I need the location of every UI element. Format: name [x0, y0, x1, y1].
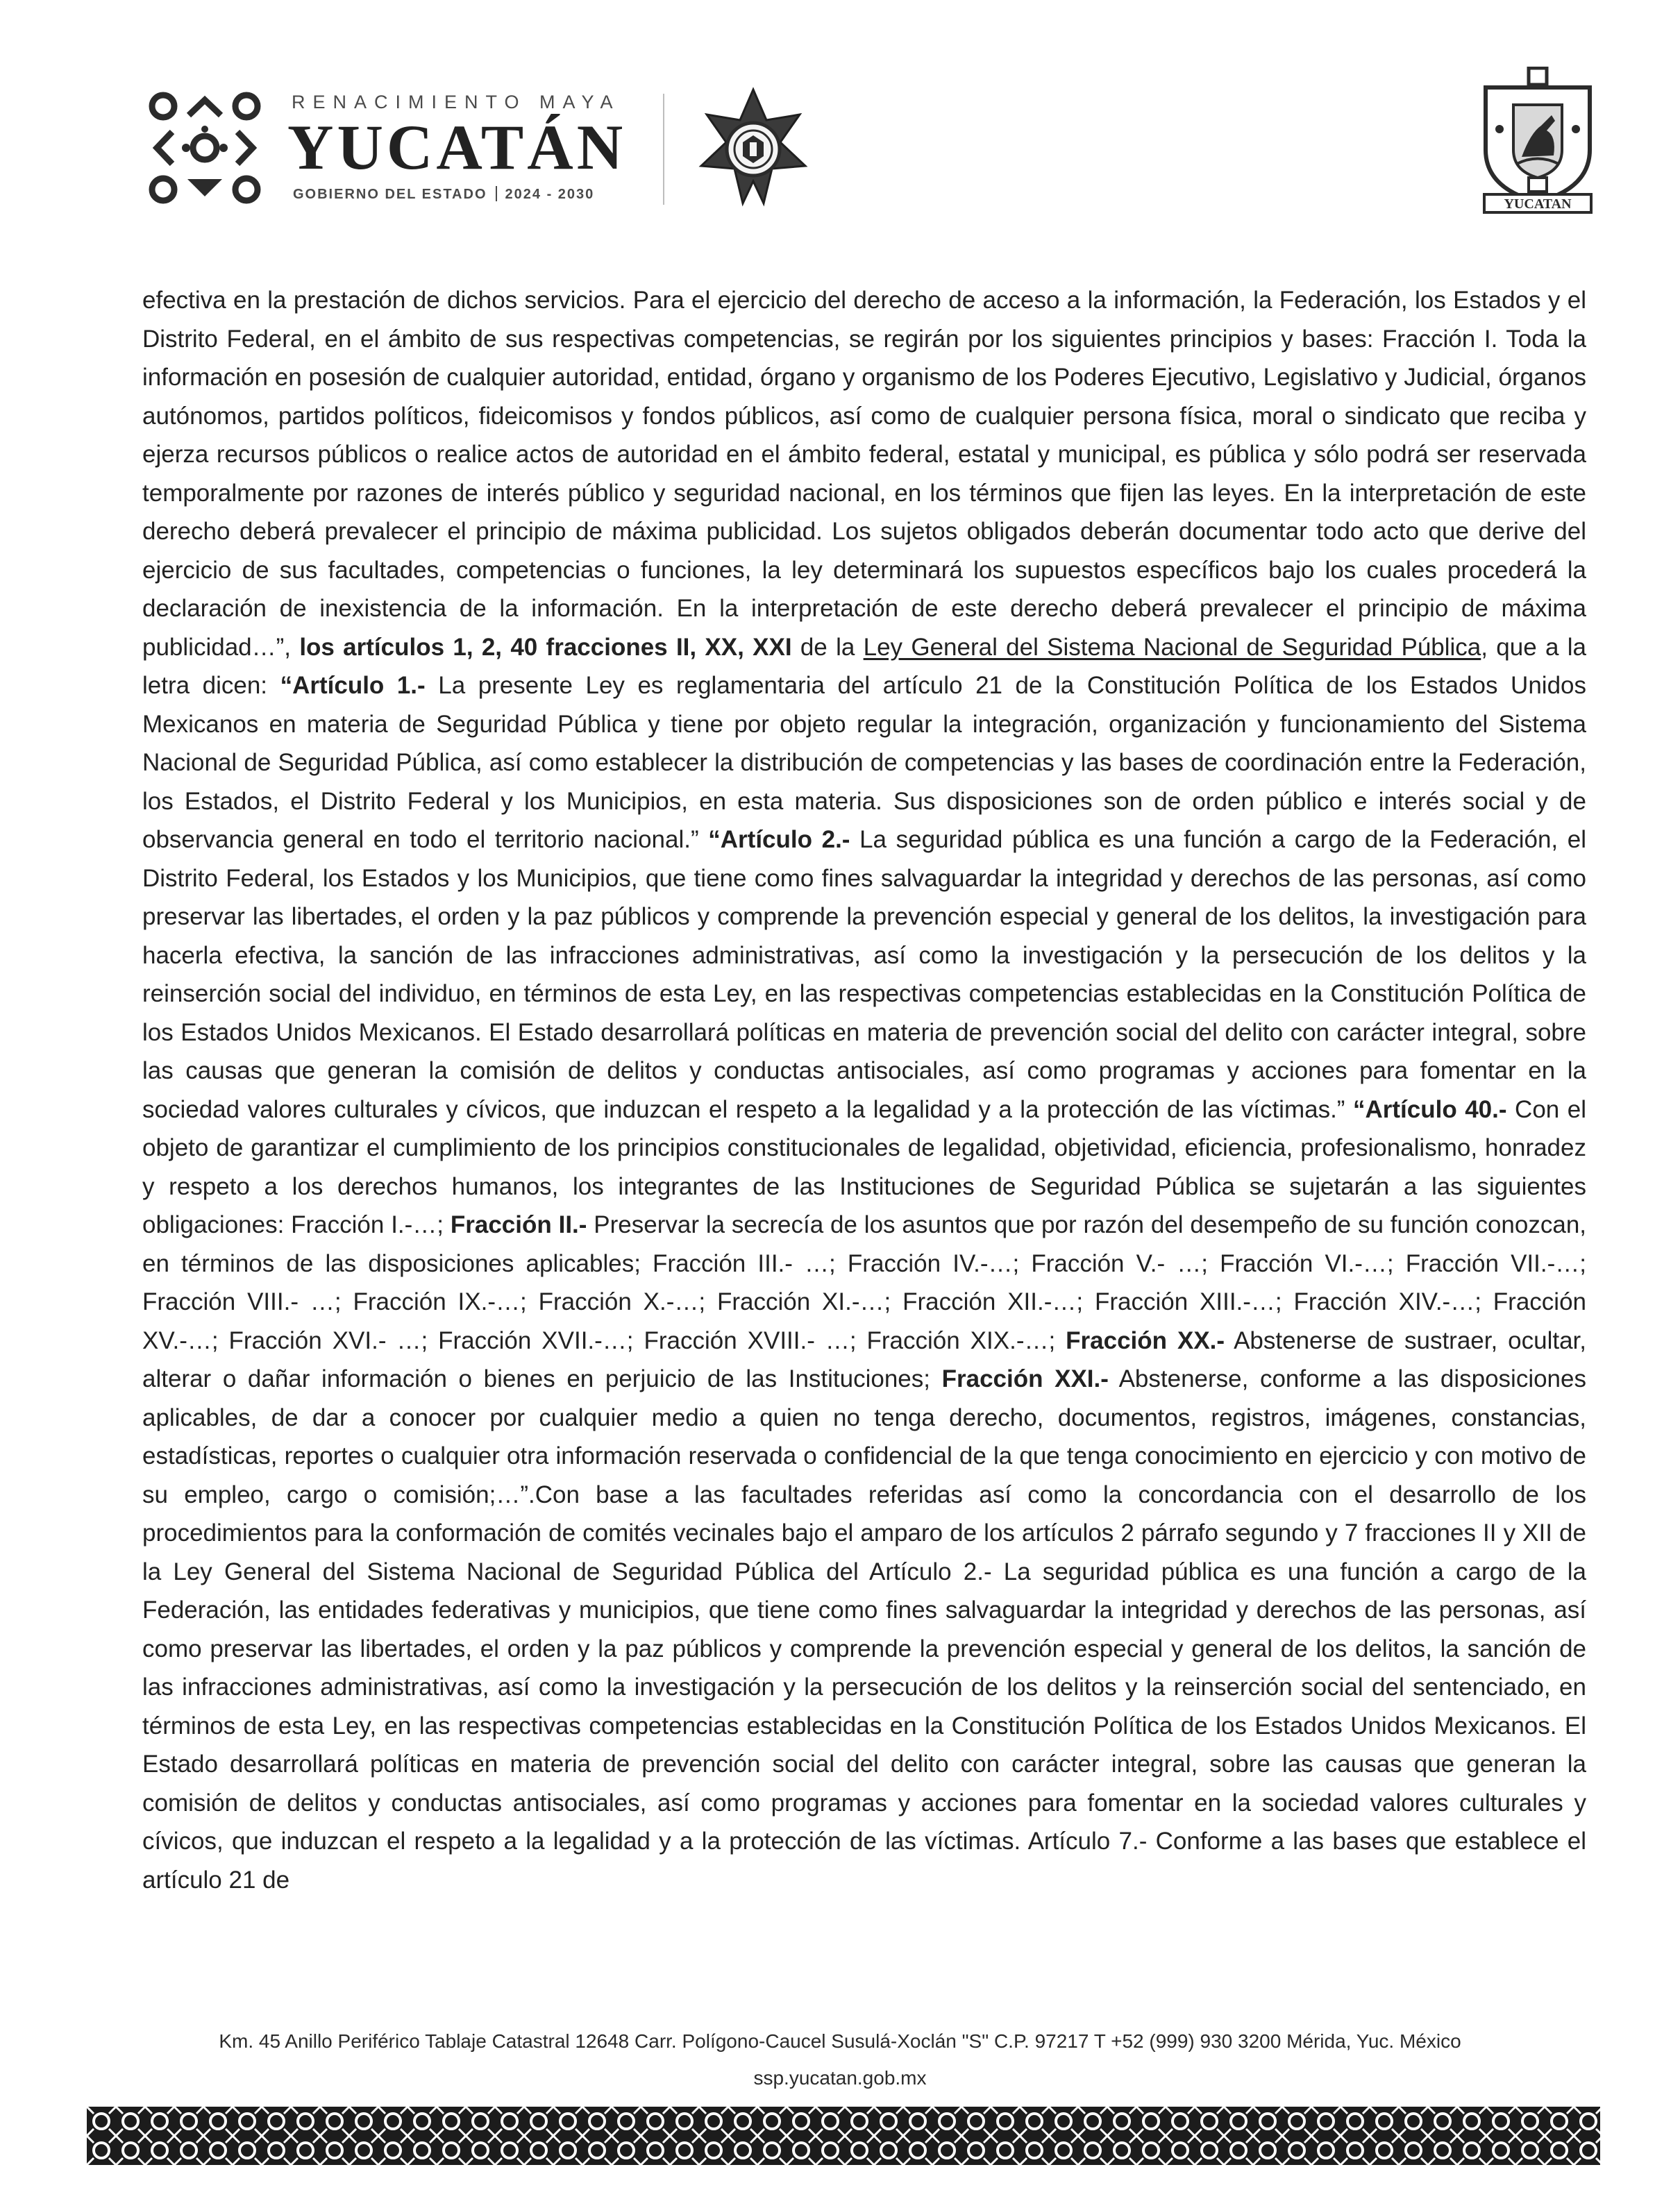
decorative-pattern-band [87, 2107, 1600, 2165]
fraction-xx-heading: Fracción XX.- [1066, 1326, 1225, 1354]
body-text-run: Abstenerse, conforme a las disposiciones aplicables, de dar a conocer por cualquier medio a quien no tenga derecho, documentos, registros, imágenes, constancias, estadísticas, reportes o cualquier otra información reservada o confidencial de la que tenga conocimiento en ejercicio y con motivo de su empleo, cargo o comisión;…”.Con base a las facultades referidas así como la concordancia con el desarrollo de los procedimientos para la conformación de comités vecinales bajo el amparo de los artículos 2 párrafo segundo y 7 fracciones II y XII de la Ley General del Sistema Nacional de Seguridad Pública del Artículo 2.- La seguridad pública es una función a cargo de la Federación, las entidades federativas y municipios, que tiene como fines salvaguardar la integridad y derechos de las personas, así como preservar las libertades, el orden y la paz públicos y comprende la prevención especial y general de los delitos, la sanción de las infracciones administrativas, así como la investigación y la persecución de los delitos y la reinserción social del sentenciado, en términos de esta Ley, en las respectivas competencias establecidas en la Constitución Política de los Estados Unidos Mexicanos. El Estado desarrollará políticas en materia de prevención social del delito con carácter integral, sobre las causas que generan la comisión de delitos y conductas antisociales, así como programas y acciones para fomentar en la sociedad valores culturales y cívicos, que induzcan el respeto a la legalidad y a la protección de las víctimas. Artículo 7.- Conforme a las bases que establece el artículo 21 de [142, 1365, 1586, 1894]
footer-address: Km. 45 Anillo Periférico Tablaje Catastral 12648 Carr. Polígono-Caucel Susulá-Xoclán "S" C.P. 97217 T +52 (999) 930 3200 Mérida, Yuc. México [219, 2030, 1461, 2052]
coat-label: YUCATAN [1504, 196, 1572, 212]
body-text-run: , que a la letra dicen: [142, 633, 1587, 699]
body-text-run: La seguridad pública es una función a cargo de la Federación, el Distrito Federal, los Estados y los Municipios, que tiene como fines salvaguardar la integridad y derechos de las personas, así como preservar las libertades, el orden y la paz públicos y comprende la prevención especial y general de los delitos, la investigación para hacerla efectiva, la sanción de las infracciones administrativas, así como la investigación y la persecución de los delitos y la reinserción social del individuo, en términos de esta Ley, en las respectivas competencias establecidas en la Constitución Política de los Estados Unidos Mexicanos. El Estado desarrollará políticas en materia de prevención social del delito con carácter integral, sobre las causas que generan la comisión de delitos y conductas antisociales, así como programas y acciones para fomentar en la sociedad valores culturales y cívicos, que induzcan el respeto a la legalidad y a la protección de las víctimas.” [142, 826, 1586, 1123]
police-star-emblem-icon [694, 87, 812, 212]
brand-tagline: RENACIMIENTO MAYA [292, 92, 621, 112]
body-text-run: La presente Ley es reglamentaria del artículo 21 de la Constitución Política de los Estados Unidos Mexicanos en materia de Seguridad Pública y tiene por objeto regular la integración, organización y funcionamiento del Sistema Nacional de Seguridad Pública, así como establecer la distribución de competencias y las bases de coordinación entre la Federación, los Estados, el Distrito Federal y los Municipios, en esta materia. Sus disposiciones son de orden público e interés social y de observancia general en todo el territorio nacional.” [142, 672, 1586, 853]
document-body [142, 281, 1586, 1899]
body-text-run: Con el objeto de garantizar el cumplimiento de los principios constitucionales de legalidad, objetividad, eficiencia, profesionalismo, honradez y respeto a los derechos humanos, los integrantes de las Instituciones de Seguridad Pública se sujetarán a las siguientes obligaciones: Fracción I.-…; [142, 1095, 1586, 1238]
footer-website: ssp.yucatan.gob.mx [753, 2067, 927, 2089]
underlined-law-title: Ley General del Sistema Nacional de Seguridad Pública [863, 633, 1481, 661]
brand-government-label: GOBIERNO DEL ESTADO [293, 187, 487, 202]
brand-wordmark [287, 92, 666, 210]
brand-name: YUCATÁN [287, 112, 627, 183]
letterhead [0, 0, 1680, 229]
fraction-xxi-heading: Fracción XXI.- [941, 1365, 1109, 1392]
bold-citation: los artículos 1, 2, 40 fracciones II, XX, XXI [299, 633, 792, 661]
brand-government [293, 186, 594, 203]
yucatan-logo-icon [146, 89, 264, 207]
article-40-heading: “Artículo 40.- [1352, 1095, 1507, 1123]
coat-of-arms-icon [1479, 67, 1597, 216]
body-text-run: Abstenerse de sustraer, ocultar, alterar o dañar información o bienes en perjuicio de las Instituciones; [142, 1326, 1586, 1392]
brand-separator [496, 186, 497, 201]
article-1-heading: “Artículo 1.- [280, 672, 426, 699]
fraction-ii-heading: Fracción II.- [450, 1211, 587, 1238]
body-text-run: Preservar la secrecía de los asuntos que por razón del desempeño de su función conozcan, en términos de las disposiciones aplicables; Fracción III.- …; Fracción IV.-…; Fracción V.- …; Fracción VI.-…; Fracción VII.-…; Fracción VIII.- …; Fracción IX.-…; Fracción X.-…; Fracción XI.-…; Fracción XII.-…; Fracción XIII.-…; Fracción XIV.-…; Fracción XV.-…; Fracción XVI.- …; Fracción XVII.-…; Fracción XVIII.- …; Fracción XIX.-…; [142, 1211, 1587, 1354]
brand-years: 2024 - 2030 [505, 187, 595, 202]
body-paragraph [142, 281, 1586, 1899]
body-text-run: efectiva en la prestación de dichos servicios. Para el ejercicio del derecho de acceso a la información, la Federación, los Estados y el Distrito Federal, en el ámbito de sus respectivas competencias, se regirán por los siguientes principios y bases: Fracción I. Toda la información en posesión de cualquier autoridad, entidad, órgano y organismo de los Poderes Ejecutivo, Legislativo y Judicial, órganos autónomos, partidos políticos, fideicomisos y fondos públicos, así como de cualquier persona física, moral o sindicato que reciba y ejerza recursos públicos o realice actos de autoridad en el ámbito federal, estatal y municipal, es pública y sólo podrá ser reservada temporalmente por razones de interés público y seguridad nacional, en los términos que fijen las leyes. En la interpretación de este derecho deberá prevalecer el principio de máxima publicidad. Los sujetos obligados deberán documentar todo acto que derive del ejercicio de sus facultades, competencias o funciones, la ley determinará los supuestos específicos bajo los cuales procederá la declaración de inexistencia de la información. En la interpretación de este derecho deberá prevalecer el principio de máxima publicidad…”, [142, 287, 1586, 661]
article-2-heading: “Artículo 2.- [708, 826, 850, 853]
body-text-run: de la [791, 633, 864, 661]
header-divider [663, 94, 664, 205]
